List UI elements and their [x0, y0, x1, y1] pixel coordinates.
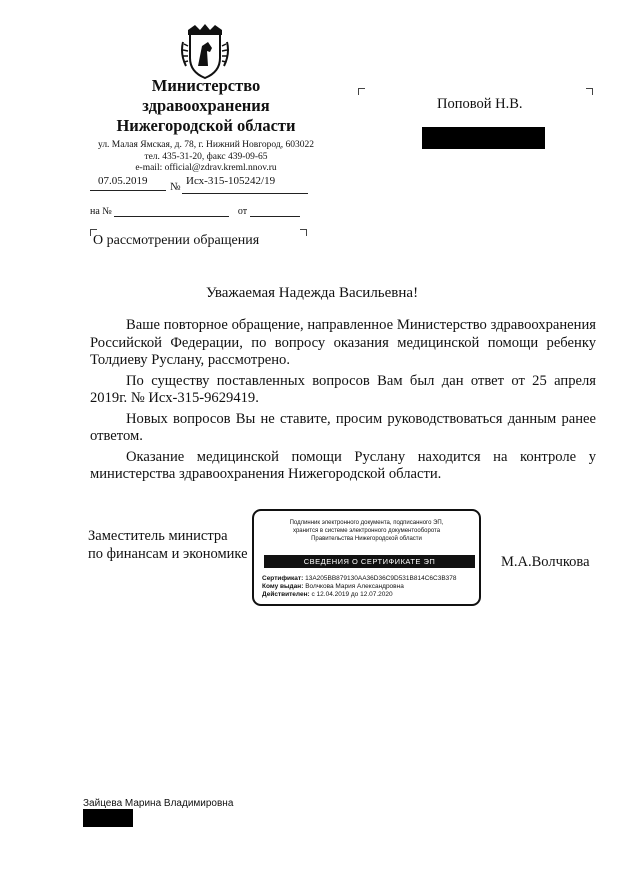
date-underline	[90, 190, 166, 191]
outgoing-date: 07.05.2019	[98, 175, 148, 187]
reference-line	[90, 206, 310, 217]
stamp-details: Сертификат: 13A205BB879130AA36D36C9D531B814C6C3B378 Кому выдан: Волчкова Мария Александровна Действителен: с 12.04.2019 до 12.07.2020	[262, 575, 457, 598]
organization-name: Министерство здравоохранения Нижегородской области	[116, 76, 296, 135]
organization-address: ул. Малая Ямская, д. 78, г. Нижний Новгород, 603022 тел. 435-31-20, факс 439-09-65 e-mail: official@zdrav.kreml.nnov.ru	[97, 140, 314, 173]
paragraph: Новых вопросов Вы не ставите, просим руководствоваться данным ранее ответом.	[90, 410, 596, 444]
ref-date-label: от	[237, 206, 248, 217]
outgoing-number: Исх-315-105242/19	[186, 175, 276, 187]
number-label: №	[170, 181, 181, 193]
letter-body	[90, 317, 596, 487]
signer-name: М.А.Волчкова	[501, 554, 590, 570]
ref-number-blank	[114, 206, 229, 217]
corner-mark	[300, 229, 307, 236]
paragraph: Ваше повторное обращение, направленное Министерство здравоохранения Российской Федерации, по вопросу оказания медицинской помощи ребенку Толдиеву Руслану, рассмотрено.	[90, 317, 596, 368]
corner-mark	[586, 88, 593, 95]
paragraph: По существу поставленных вопросов Вам был дан ответ от 25 апреля 2019г. № Исх-315-9629419.	[90, 372, 596, 406]
stamp-title-bar: СВЕДЕНИЯ О СЕРТИФИКАТЕ ЭП	[264, 555, 475, 568]
ref-number-label: на №	[90, 206, 112, 217]
paragraph: Оказание медицинской помощи Руслану находится на контроле у министерства здравоохранения Нижегородской области.	[90, 448, 596, 482]
stamp-header: Подлинник электронного документа, подписанного ЭП, хранится в системе электронного документооборота Правительства Нижегородской области	[289, 520, 444, 542]
redacted-address	[422, 127, 545, 149]
electronic-signature-stamp	[252, 509, 481, 606]
subject-line: О рассмотрении обращения	[93, 233, 260, 248]
addressee-name: Поповой Н.В.	[437, 96, 523, 112]
ref-date-blank	[250, 206, 300, 217]
executor-name: Зайцева Марина Владимировна	[83, 798, 234, 809]
number-underline	[182, 193, 308, 194]
redacted-phone	[83, 809, 133, 827]
corner-mark	[358, 88, 365, 95]
signer-position: Заместитель министра по финансам и экономике	[88, 528, 248, 562]
greeting: Уважаемая Надежда Васильевна!	[205, 285, 419, 301]
coat-of-arms-icon	[180, 24, 230, 80]
